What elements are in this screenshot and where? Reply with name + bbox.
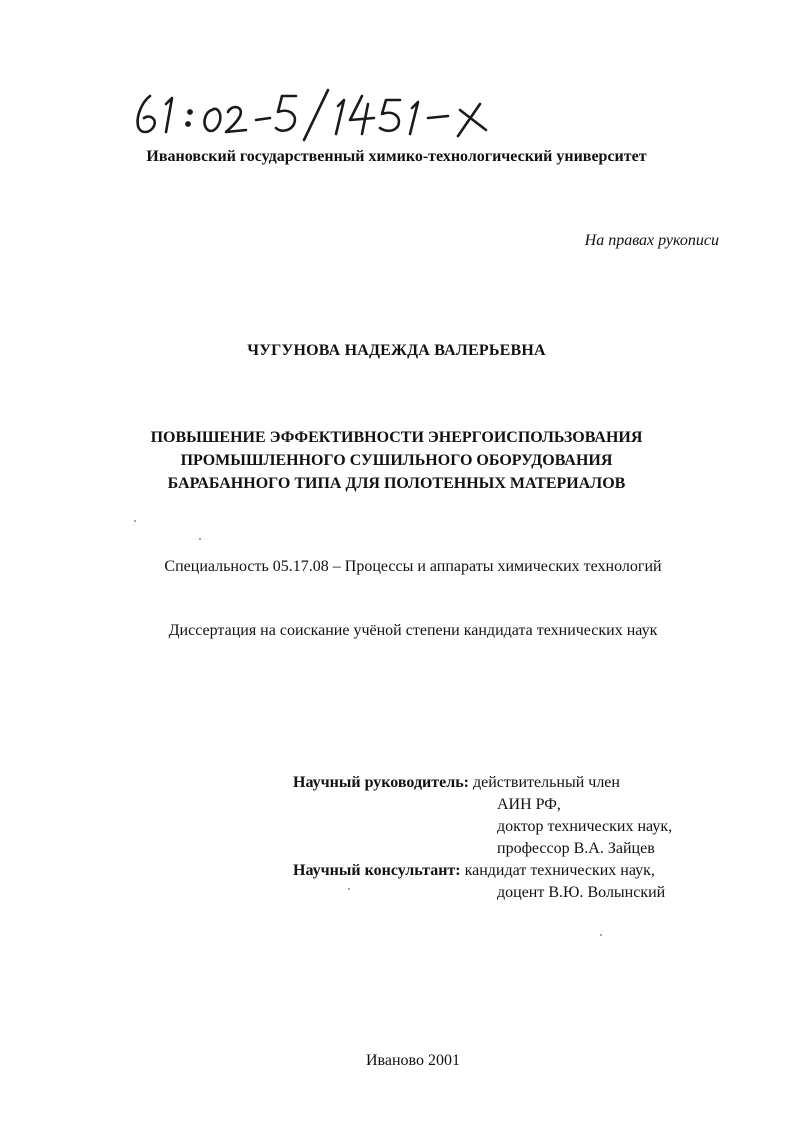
- title-line-2: ПРОМЫШЛЕННОГО СУШИЛЬНОГО ОБОРУДОВАНИЯ: [180, 452, 613, 469]
- manuscript-rights-note: На правах рукописи: [584, 232, 719, 249]
- author-name: ЧУГУНОВА НАДЕЖДА ВАЛЕРЬЕВНА: [247, 342, 546, 359]
- scan-speck: [348, 888, 350, 890]
- advisors-block: [293, 772, 672, 904]
- supervisor-line-3: доктор технических наук,: [497, 818, 673, 835]
- supervisor-line-2-row: [293, 794, 672, 816]
- consultant-line-2: доцент В.Ю. Волынский: [497, 884, 666, 901]
- consultant-label: Научный консультант:: [293, 862, 461, 879]
- scan-speck: [199, 538, 201, 540]
- title-line-3: БАРАБАННОГО ТИПА ДЛЯ ПОЛОТЕННЫХ МАТЕРИАЛОВ: [167, 475, 626, 492]
- dissertation-type: Диссертация на соискание учёной степени кандидата технических наук: [168, 622, 658, 639]
- title-line-1: ПОВЫШЕНИЕ ЭФФЕКТИВНОСТИ ЭНЕРГОИСПОЛЬЗОВАНИЯ: [150, 429, 643, 446]
- handwritten-archive-code: [128, 82, 568, 142]
- scan-speck: [600, 934, 602, 936]
- consultant-line-2-row: [293, 882, 672, 904]
- supervisor-row: [293, 772, 672, 794]
- supervisor-line-1: действительный член: [473, 774, 620, 791]
- supervisor-line-2: АИН РФ,: [497, 796, 561, 813]
- dissertation-title: [0, 426, 793, 495]
- consultant-row: [293, 860, 672, 882]
- supervisor-label: Научный руководитель:: [293, 774, 469, 791]
- scan-speck: [134, 520, 136, 522]
- city-year: Иваново 2001: [365, 1052, 460, 1069]
- consultant-line-1: кандидат технических наук,: [464, 862, 655, 879]
- university-name: Ивановский государственный химико-технологический университет: [146, 148, 647, 165]
- supervisor-line-4-row: [293, 838, 672, 860]
- supervisor-line-3-row: [293, 816, 672, 838]
- specialty-line: Специальность 05.17.08 – Процессы и аппараты химических технологий: [164, 558, 662, 575]
- supervisor-line-4: профессор В.А. Зайцев: [497, 840, 655, 857]
